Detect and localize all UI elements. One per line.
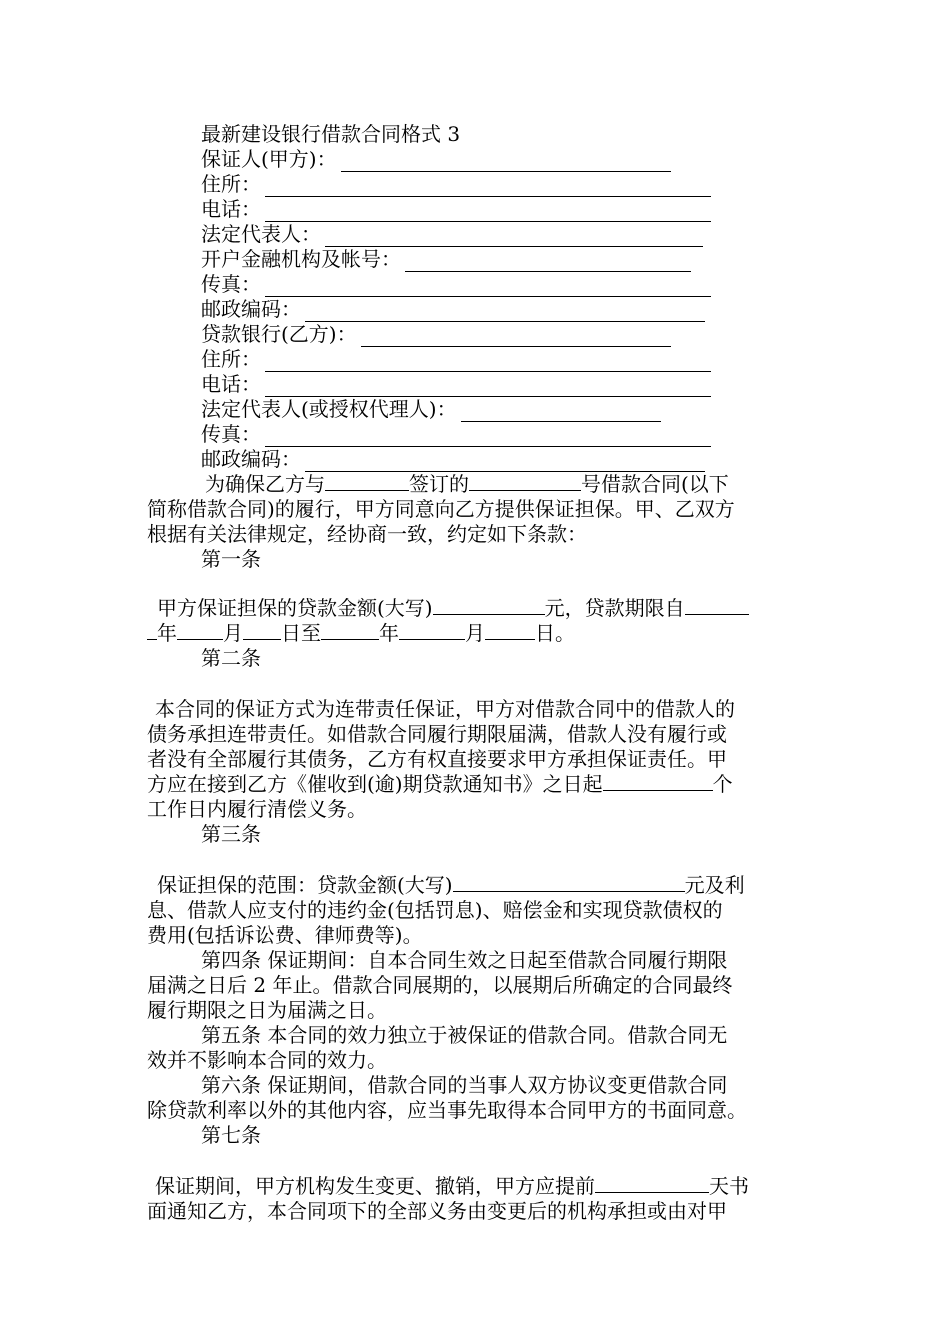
- guarantor-legal-rep-field: 法定代表人：: [147, 222, 807, 247]
- preamble-line-3: 根据有关法律规定，经协商一致，约定如下条款：: [147, 522, 587, 546]
- preamble-blank-1: [325, 472, 409, 491]
- article-3-heading: 第三条: [201, 822, 261, 846]
- article-2-line-3: 者没有全部履行其债务，乙方有权直接要求甲方承担保证责任。甲: [147, 747, 727, 771]
- article-1-line-2: 年 月 日至 年 月 日。: [147, 621, 807, 646]
- lender-address-blank: [265, 353, 711, 372]
- lender-name-blank: [361, 328, 671, 347]
- article-1-line-1: 甲方保证担保的贷款金额(大写) 元，贷款期限自: [147, 596, 807, 621]
- guarantor-fax-blank: [265, 278, 711, 297]
- guarantor-name-field: 保证人(甲方)：: [147, 147, 807, 172]
- working-days-blank: [603, 772, 713, 791]
- lender-postcode-field: 邮政编码：: [147, 447, 807, 472]
- lender-postcode-blank: [305, 453, 705, 472]
- guarantor-fax-field: 传真：: [147, 272, 807, 297]
- loan-end-month-blank: [399, 621, 465, 640]
- guarantor-address-blank: [265, 178, 711, 197]
- document-title: 最新建设银行借款合同格式 3: [201, 122, 461, 146]
- loan-amount-blank: [433, 596, 545, 615]
- lender-fax-field: 传真：: [147, 422, 807, 447]
- preamble-blank-2: [469, 472, 581, 491]
- preamble-line-1: 为确保乙方与 签订的 号借款合同(以下: [205, 472, 729, 496]
- guarantor-address-field: 住所：: [147, 172, 807, 197]
- article-2-heading: 第二条: [201, 646, 261, 670]
- article-5-line-1: 第五条 本合同的效力独立于被保证的借款合同。借款合同无: [201, 1023, 728, 1047]
- lender-name-field: 贷款银行(乙方)：: [147, 322, 807, 347]
- article-3-line-1: 保证担保的范围：贷款金额(大写) 元及利: [157, 873, 745, 897]
- contract-body: [147, 122, 807, 1224]
- notice-days-blank: [595, 1174, 709, 1193]
- loan-end-day-blank: [485, 621, 535, 640]
- guarantor-legal-rep-blank: [325, 228, 703, 247]
- article-2-line-5: 工作日内履行清偿义务。: [147, 797, 367, 821]
- article-3-line-2: 息、借款人应支付的违约金(包括罚息)、赔偿金和实现贷款债权的: [147, 898, 723, 922]
- loan-start-month-blank: [177, 621, 223, 640]
- guarantor-postcode-field: 邮政编码：: [147, 297, 807, 322]
- article-3-line-3: 费用(包括诉讼费、律师费等)。: [147, 923, 423, 947]
- article-6-line-1: 第六条 保证期间，借款合同的当事人双方协议变更借款合同: [201, 1073, 728, 1097]
- lender-legal-rep-blank: [461, 403, 661, 422]
- loan-start-day-blank: [243, 621, 281, 640]
- article-6-line-2: 除贷款利率以外的其他内容，应当事先取得本合同甲方的书面同意。: [147, 1098, 747, 1122]
- article-7-line-1: 保证期间，甲方机构发生变更、撤销，甲方应提前 天书: [155, 1174, 749, 1198]
- article-7-line-2: 面通知乙方，本合同项下的全部义务由变更后的机构承担或由对甲: [147, 1199, 727, 1223]
- loan-start-year-blank: [685, 596, 749, 615]
- guarantor-bank-account-field: 开户金融机构及帐号：: [147, 247, 807, 272]
- preamble-line-2: 简称借款合同)的履行，甲方同意向乙方提供保证担保。甲、乙双方: [147, 497, 735, 521]
- article-1-heading: 第一条: [201, 547, 261, 571]
- loan-end-year-blank: [321, 621, 379, 640]
- guarantor-phone-field: 电话：: [147, 197, 807, 222]
- article-4-line-2: 届满之日后 2 年止。借款合同展期的，以展期后所确定的合同最终: [147, 973, 733, 997]
- article-2-line-1: 本合同的保证方式为连带责任保证，甲方对借款合同中的借款人的: [155, 697, 735, 721]
- lender-phone-blank: [265, 378, 711, 397]
- article-2-line-2: 债务承担连带责任。如借款合同履行期限届满，借款人没有履行或: [147, 722, 727, 746]
- guarantor-bank-account-blank: [405, 253, 691, 272]
- lender-address-field: 住所：: [147, 347, 807, 372]
- lender-legal-rep-field: 法定代表人(或授权代理人)：: [147, 397, 807, 422]
- article-4-line-1: 第四条 保证期间：自本合同生效之日起至借款合同履行期限: [201, 948, 728, 972]
- guarantee-amount-blank: [453, 873, 685, 892]
- article-5-line-2: 效并不影响本合同的效力。: [147, 1048, 387, 1072]
- article-7-heading: 第七条: [201, 1123, 261, 1147]
- guarantor-phone-blank: [265, 203, 711, 222]
- article-2-line-4: 方应在接到乙方《催收到(逾)期贷款通知书》之日起 个: [147, 772, 733, 796]
- article-4-line-3: 履行期限之日为届满之日。: [147, 998, 387, 1022]
- lender-fax-blank: [265, 428, 711, 447]
- lender-phone-field: 电话：: [147, 372, 807, 397]
- guarantor-name-blank: [341, 153, 671, 172]
- guarantor-postcode-blank: [305, 303, 705, 322]
